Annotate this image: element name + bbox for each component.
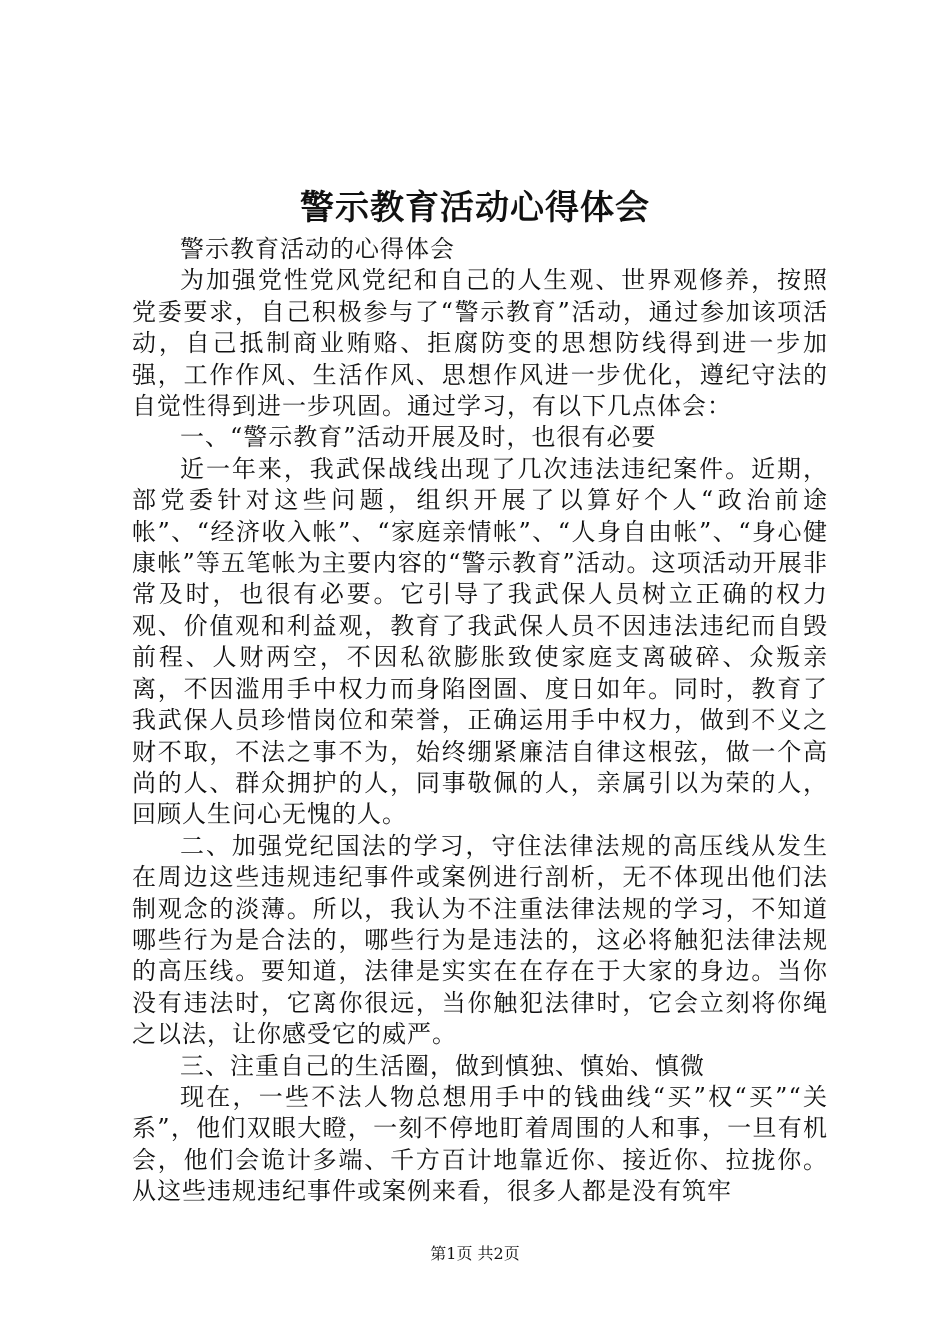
- paragraph-intro: 为加强党性党风党纪和自己的人生观、世界观修养，按照党委要求，自己积极参与了“警示教育”活动，通过参加该项活动，自己抵制商业贿赂、拒腐防变的思想防线得到进一步加强，工作作风、生活作风、思想作风进一步优化，遵纪守法的自觉性得到进一步巩固。通过学习，有以下几点体会：: [132, 266, 828, 421]
- page-footer: 第1页 共2页: [430, 1244, 520, 1263]
- paragraph-subtitle: 警示教育活动的心得体会: [180, 235, 455, 263]
- paragraph-section-2: 二、加强党纪国法的学习，守住法律法规的高压线从发生在周边这些违规违纪事件或案例进行剖析，无不体现出他们法制观念的淡薄。所以，我认为不注重法律法规的学习，不知道哪些行为是合法的，哪些行为是违法的，这必将触犯法律法规的高压线。要知道，法律是实实在在存在于大家的身边。当你没有违法时，它离你很远，当你触犯法律时，它会立刻将你绳之以法，让你感受它的威严。: [132, 831, 828, 1049]
- section-heading-3: 三、注重自己的生活圈，做到慎独、慎始、慎微: [180, 1051, 705, 1080]
- document-body: [132, 234, 828, 1208]
- document-title: 警示教育活动心得体会: [300, 188, 650, 228]
- paragraph-section-3: 现在，一些不法人物总想用手中的钱曲线“买”权“买”“关系”，他们双眼大瞪，一刻不停地盯着周围的人和事，一旦有机会，他们会诡计多端、千方百计地靠近你、接近你、拉拢你。从这些违规违纪事件或案例来看，很多人都是没有筑牢: [132, 1082, 828, 1206]
- paragraph-section-1: 近一年来，我武保战线出现了几次违法违纪案件。近期，部党委针对这些问题，组织开展了以算好个人“政治前途帐”、“经济收入帐”、“家庭亲情帐”、“人身自由帐”、“身心健康帐”等五笔帐为主要内容的“警示教育”活动。这项活动开展非常及时，也很有必要。它引导了我武保人员树立正确的权力观、价值观和利益观，教育了我武保人员不因违法违纪而自毁前程、人财两空，不因私欲膨胀致使家庭支离破碎、众叛亲离，不因滥用手中权力而身陷囹圄、度日如年。同时，教育了我武保人员珍惜岗位和荣誉，正确运用手中权力，做到不义之财不取，不法之事不为，始终绷紧廉洁自律这根弦，做一个高尚的人、群众拥护的人，同事敬佩的人，亲属引以为荣的人，回顾人生问心无愧的人。: [132, 454, 828, 829]
- section-heading-1: 一、“警示教育”活动开展及时，也很有必要: [180, 423, 657, 452]
